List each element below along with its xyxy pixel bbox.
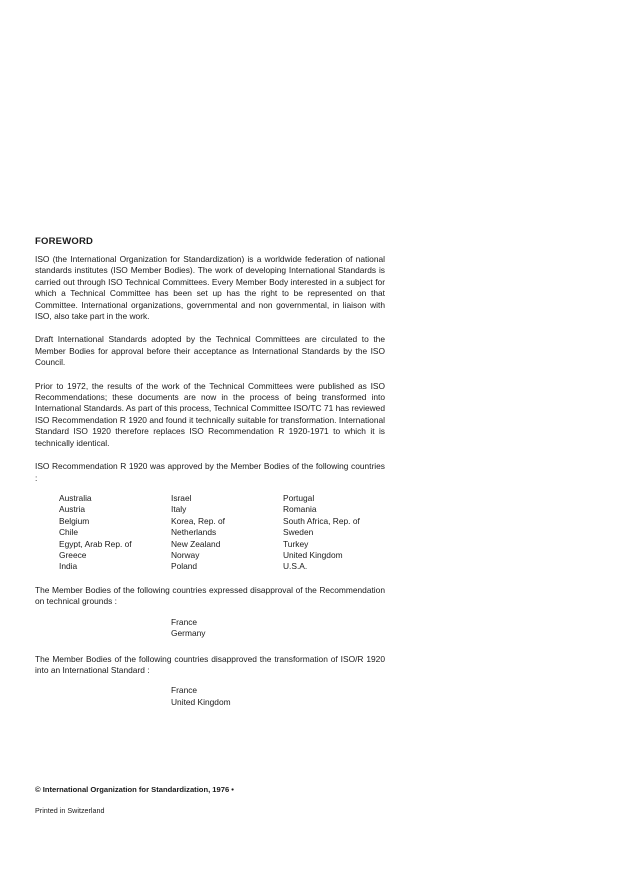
countries-column-3 <box>283 493 360 573</box>
country-item: Turkey <box>283 538 309 549</box>
country-item: France <box>171 685 198 696</box>
country-item: U.S.A. <box>283 561 308 572</box>
page-footer <box>35 785 435 815</box>
paragraph-iso-intro: ISO (the International Organization for Standardization) is a worldwide federation of national standards institutes (ISO Member Bodies). The work of developing International Standards is carried out through ISO Technical Committees. Every Member Body interested in a subject for which a Technical Committee has been set up has the right to be represented on that Committee. International organizations, governmental and non governmental, in liaison with ISO, also take part in the work. <box>35 254 385 322</box>
paragraph-draft-standards: Draft International Standards adopted by the Technical Committees are circulated to the Member Bodies for approval before their acceptance as International Standards by the ISO Council. <box>35 334 385 368</box>
country-item: Poland <box>171 561 198 572</box>
disapproval-technical-list <box>171 617 385 640</box>
country-item: New Zealand <box>171 538 221 549</box>
countries-column-1 <box>59 493 132 573</box>
printed-in-line: Printed in Switzerland <box>35 806 105 815</box>
country-item: United Kingdom <box>283 549 343 560</box>
country-item: Israel <box>171 492 192 503</box>
paragraph-prior-1972: Prior to 1972, the results of the work of the Technical Committees were published as ISO Recommendations; these documents are now in the process of being transformed into International Standards. As part of this process, Technical Committee ISO/TC 71 has reviewed ISO Recommendation R 1920 and found it technically suitable for transformation. International Standard ISO 1920 therefore replaces ISO Recommendation R 1920-1971 to which it is technically identical. <box>35 380 385 448</box>
paragraph-approved-by: ISO Recommendation R 1920 was approved by the Member Bodies of the following countries : <box>35 461 385 483</box>
country-item: Greece <box>59 549 87 560</box>
country-item: United Kingdom <box>171 696 231 707</box>
country-item: South Africa, Rep. of <box>283 515 360 526</box>
foreword-heading: FOREWORD <box>35 236 94 247</box>
country-item: Austria <box>59 504 86 515</box>
foreword-section <box>35 236 385 722</box>
country-item: Sweden <box>283 527 314 538</box>
country-item: Romania <box>283 504 317 515</box>
country-item: Chile <box>59 527 79 538</box>
country-item: Netherlands <box>171 527 217 538</box>
country-item: Germany <box>171 628 206 639</box>
paragraph-disapproval-transformation: The Member Bodies of the following countries disapproved the transformation of ISO/R 1920 into an International Standard : <box>35 653 385 675</box>
country-item: Portugal <box>283 492 315 503</box>
country-item: Korea, Rep. of <box>171 515 226 526</box>
approving-countries-list <box>35 493 385 573</box>
country-item: India <box>59 561 78 572</box>
paragraph-disapproval-technical: The Member Bodies of the following countries expressed disapproval of the Recommendation on technical grounds : <box>35 584 385 607</box>
country-item: Italy <box>171 504 187 515</box>
country-item: France <box>171 616 198 627</box>
disapproval-transformation-list <box>171 685 385 708</box>
copyright-line: © International Organization for Standardization, 1976 • <box>35 785 234 794</box>
country-item: Egypt, Arab Rep. of <box>59 538 132 549</box>
country-item: Norway <box>171 549 200 560</box>
country-item: Australia <box>59 492 92 503</box>
countries-column-2 <box>171 493 225 573</box>
country-item: Belgium <box>59 515 90 526</box>
